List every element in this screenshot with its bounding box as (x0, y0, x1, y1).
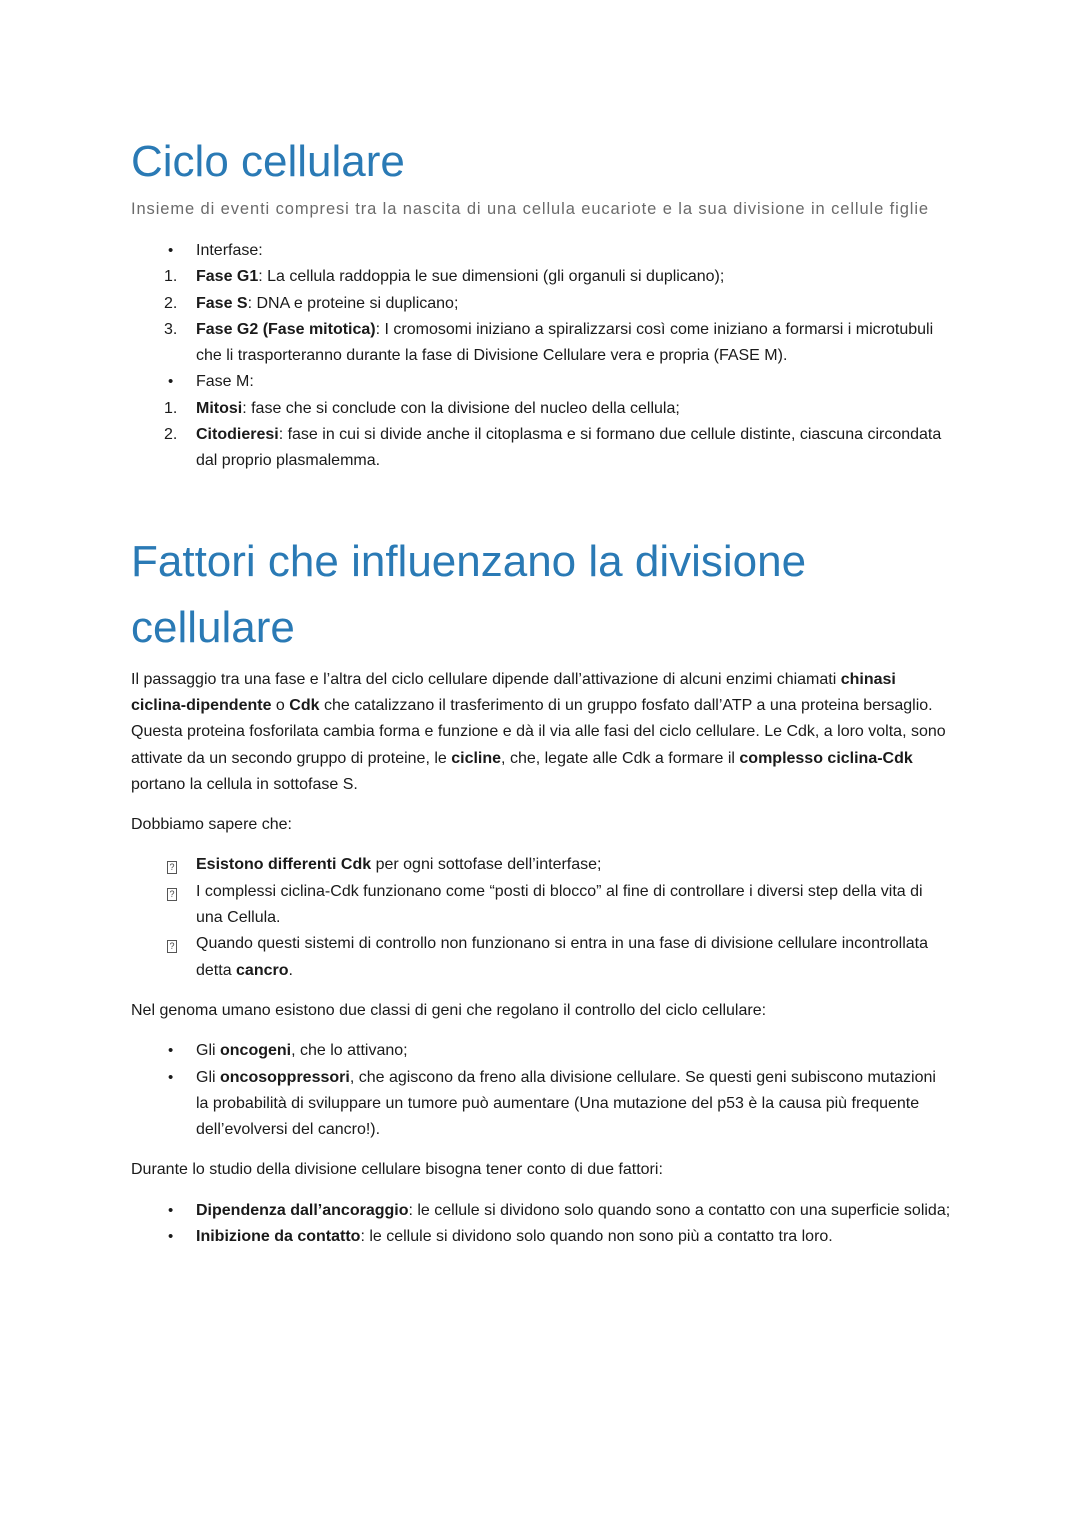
paragraph-dobbiamo: Dobbiamo sapere che: (131, 816, 292, 834)
genes-list (131, 1038, 951, 1143)
list-item: ? Quando questi sistemi di controllo non funzionano si entra in una fase di divisione cellulare incontrollata detta cancro. (131, 931, 951, 984)
list-item: 3. Fase G2 (Fase mitotica): I cromosomi iniziano a spiralizzarsi così come iniziano a formarsi i microtubuli che li trasporteranno durante la fase di Divisione Cellulare vera e propria (FASE M). (131, 317, 951, 370)
number-marker: 3. (164, 320, 178, 338)
list-item: ? Esistono differenti Cdk per ogni sottofase dell’interfase; (131, 852, 951, 878)
bullet-marker: • (168, 1042, 174, 1060)
checkbox-icon: ? (167, 879, 191, 905)
list-item: 2. Fase S: DNA e proteine si duplicano; (131, 291, 951, 317)
document-page (131, 132, 951, 1250)
heading-ciclo-cellulare: Ciclo cellulare (131, 137, 405, 186)
checkbox-icon: ? (167, 931, 191, 957)
factors-list (131, 1198, 951, 1251)
list-item: ? I complessi ciclina-Cdk funzionano come “posti di blocco” al fine di controllare i diversi step della vita di una Cellula. (131, 879, 951, 932)
heading-fattori: Fattori che influenzano la divisione cellulare (131, 536, 807, 652)
list-item: 2. Citodieresi: fase in cui si divide anche il citoplasma e si formano due cellule distinte, ciascuna circondata dal proprio plasmalemma. (131, 422, 951, 475)
number-marker: 1. (164, 268, 178, 286)
bullet-marker: • (168, 242, 174, 259)
number-marker: 1. (164, 399, 178, 417)
paragraph-cdk: Il passaggio tra una fase e l’altra del ciclo cellulare dipende dall’attivazione di alcuni enzimi chiamati chinasi ciclina-dipendente o Cdk che catalizzano il trasferimento di un gruppo fosfato dall’ATP a una proteina bersaglio. Questa proteina fosforilata cambia forma e funzione e dà il via alle fasi del ciclo cellulare. Le Cdk, a loro volta, sono attivate da un secondo gruppo di proteine, le cicline, che, legate alle Cdk a formare il complesso ciclina-Cdk portano la cellula in sottofase S. (131, 670, 946, 793)
list-item: 1. Fase G1: La cellula raddoppia le sue dimensioni (gli organuli si duplicano); (131, 264, 951, 290)
list-item: • Gli oncosoppressori, che agiscono da freno alla divisione cellulare. Se questi geni subiscono mutazioni la probabilità di sviluppare un tumore può aumentare (Una mutazione del p53 è la causa più frequente dell’evolversi del cancro!). (131, 1065, 951, 1144)
bullet-marker: • (168, 1228, 174, 1246)
list-item: • Fase M: (131, 369, 951, 395)
checkbox-icon: ? (167, 852, 191, 878)
list-item: • Dipendenza dall’ancoraggio: le cellule si dividono solo quando sono a contatto con una superficie solida; (131, 1198, 951, 1224)
list-item: • Inibizione da contatto: le cellule si dividono solo quando non sono più a contatto tra loro. (131, 1224, 951, 1250)
bullet-marker: • (168, 1201, 174, 1219)
paragraph-fattori: Durante lo studio della divisione cellulare bisogna tener conto di due fattori: (131, 1161, 663, 1179)
list-item: 1. Mitosi: fase che si conclude con la divisione del nucleo della cellula; (131, 396, 951, 422)
number-marker: 2. (164, 426, 178, 444)
bullet-marker: • (168, 1068, 174, 1086)
list-item: • Interfase: (131, 238, 951, 264)
number-marker: 2. (164, 294, 178, 312)
bullet-marker: • (168, 373, 174, 391)
paragraph-genoma: Nel genoma umano esistono due classi di geni che regolano il controllo del ciclo cellulare: (131, 1001, 767, 1019)
phase-list (131, 238, 951, 475)
checklist (131, 852, 951, 983)
list-item: • Gli oncogeni, che lo attivano; (131, 1038, 951, 1064)
subtitle: Insieme di eventi compresi tra la nascita di una cellula eucariote e la sua divisione in cellule figlie (131, 200, 929, 218)
